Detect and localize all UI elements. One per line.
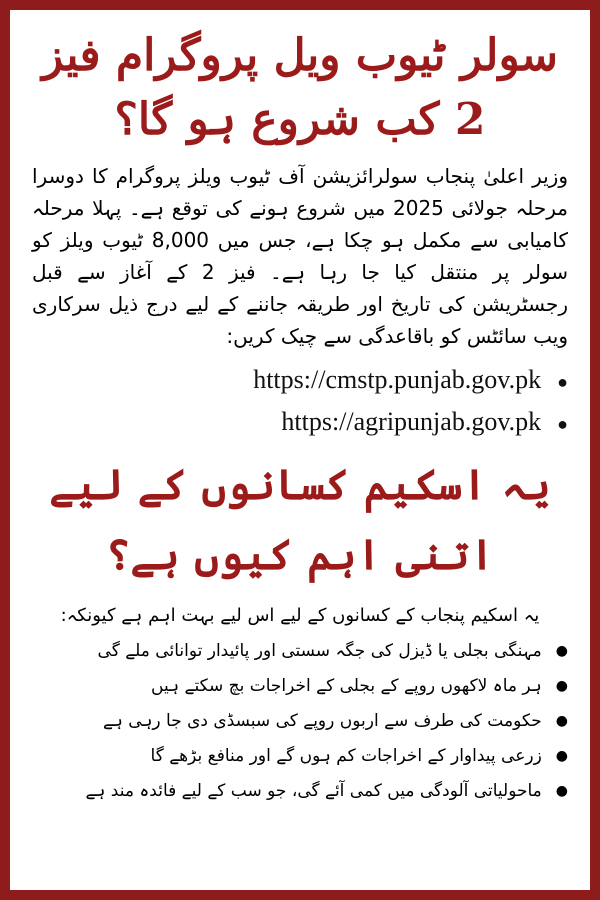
intro-paragraph: وزیر اعلیٰ پنجاب سولرائزیشن آف ٹیوب ویلز پروگرام کا دوسرا مرحلہ جولائی 2025 میں شروع ہونے کی توقع ہے۔ پہلا مرحلہ کامیابی سے مکمل ہو چکا ہے، جس میں 8,000 ٹیوب ویلز کو سولر پر منتقل کیا جا رہا ہے۔ فیز 2 کے آغاز سے قبل رجسٹریشن کی تاریخ اور طریقہ جاننے کے لیے درج ذیل سرکاری ویب سائٹس کو باقاعدگی سے چیک کریں: xyxy=(32,164,568,348)
reason-text: مہنگی بجلی یا ڈیزل کی جگہ سستی اور پائیدار توانائی ملے گی xyxy=(97,641,542,662)
section-heading: یہ اسکیم کسانوں کے لیے اتنی اہم کیوں ہے؟ xyxy=(49,460,551,580)
reasons-intro: یہ اسکیم پنجاب کے کسانوں کے لیے اس لیے بہت اہم ہے کیونکہ: xyxy=(60,605,540,627)
list-item xyxy=(32,669,568,704)
bullet-icon: ● xyxy=(555,643,568,660)
bullet-icon: ● xyxy=(555,713,568,730)
list-item xyxy=(32,634,568,669)
bullet-icon: ● xyxy=(557,372,568,393)
bullet-icon: ● xyxy=(555,748,568,765)
link-text[interactable]: https://cmstp.punjab.gov.pk xyxy=(253,365,542,394)
bullet-icon: ● xyxy=(557,414,568,435)
reasons-list xyxy=(32,634,568,809)
website-list xyxy=(32,360,568,444)
list-item xyxy=(32,739,568,774)
reason-text: ہر ماہ لاکھوں روپے کے بجلی کے اخراجات بچ سکتے ہیں xyxy=(151,676,542,697)
link-text[interactable]: https://agripunjab.gov.pk xyxy=(281,407,542,437)
reason-text: زرعی پیداوار کے اخراجات کم ہوں گے اور منافع بڑھے گا xyxy=(150,746,542,767)
article-card xyxy=(10,10,590,890)
website-link-2[interactable] xyxy=(32,402,568,444)
website-link-1[interactable] xyxy=(32,360,568,402)
bullet-icon: ● xyxy=(555,783,568,800)
reason-text: حکومت کی طرف سے اربوں روپے کی سبسڈی دی جا رہی ہے xyxy=(102,711,542,732)
reason-text: ماحولیاتی آلودگی میں کمی آئے گی، جو سب کے لیے فائدہ مند ہے xyxy=(85,781,542,802)
page-title: سولر ٹیوب ویل پروگرام فیز 2 کب شروع ہو گا؟ xyxy=(41,30,559,145)
list-item xyxy=(32,774,568,809)
bullet-icon: ● xyxy=(555,678,568,695)
list-item xyxy=(32,704,568,739)
